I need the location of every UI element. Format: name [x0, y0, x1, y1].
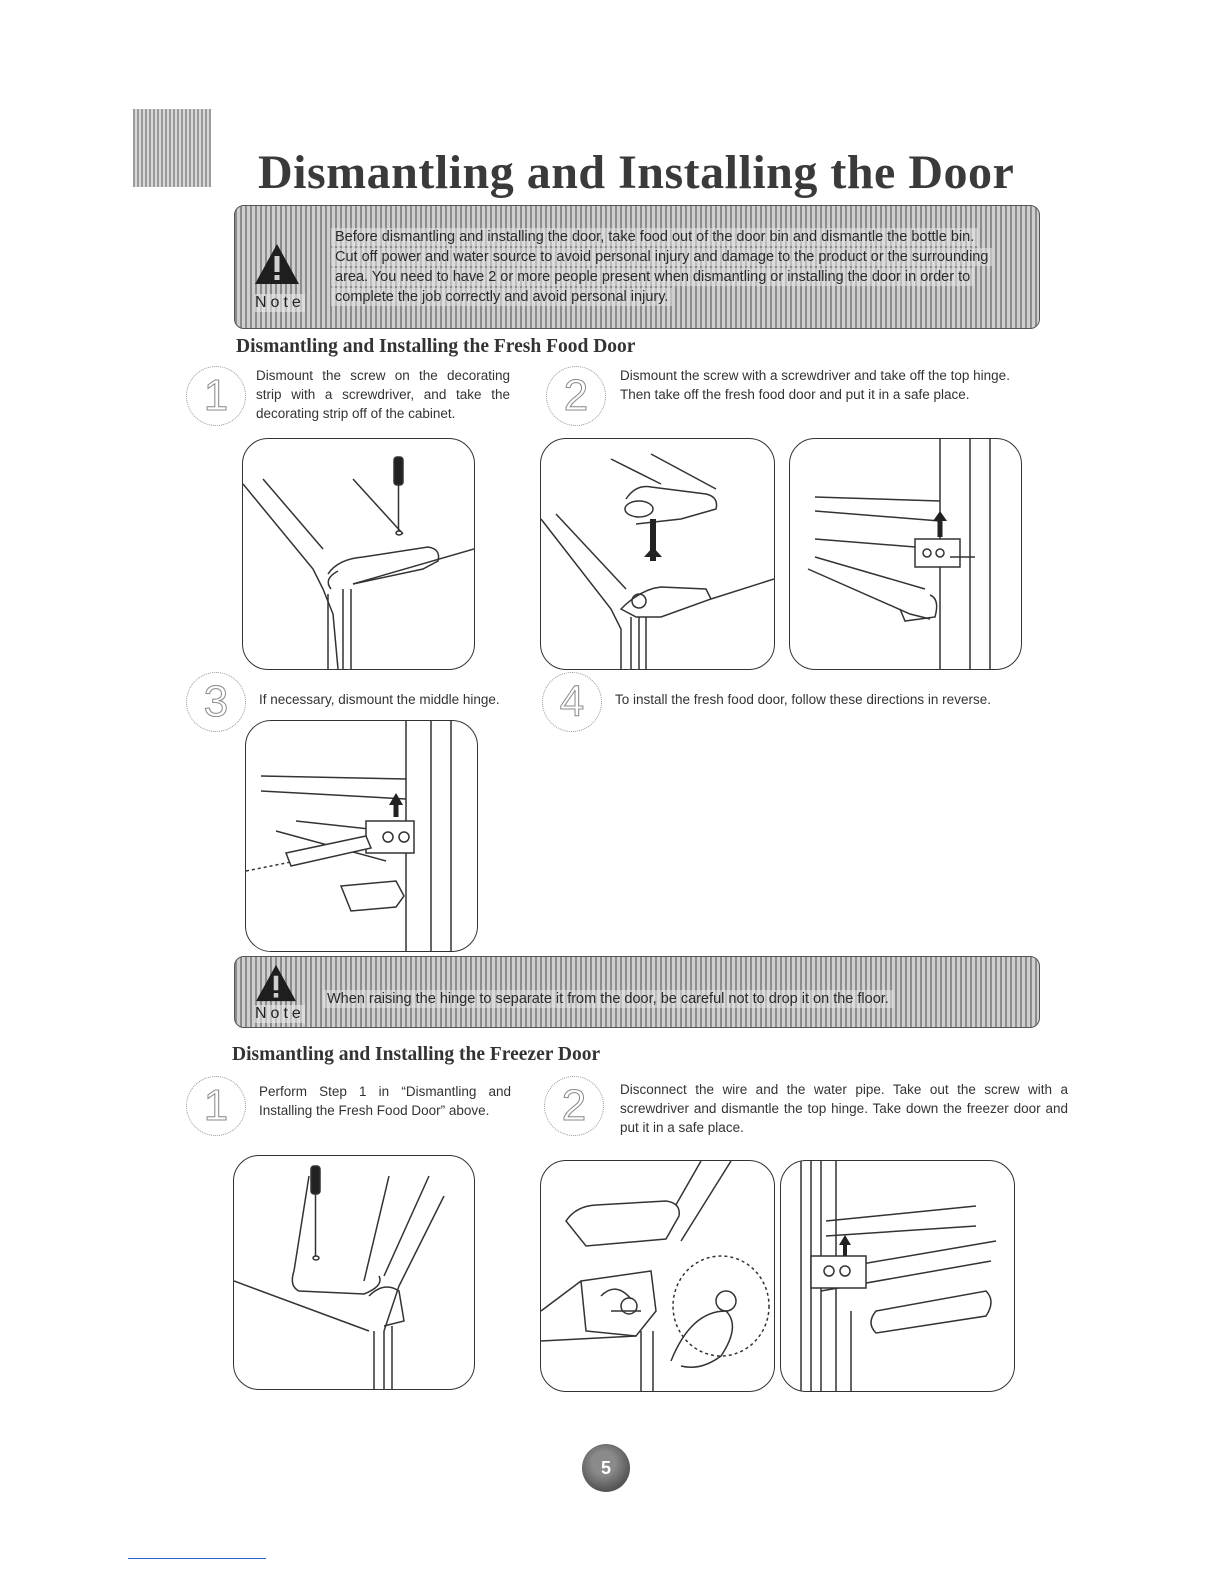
step-number: 1 — [186, 1076, 246, 1136]
note-box-top — [234, 205, 1040, 329]
step-text: If necessary, dismount the middle hinge. — [259, 692, 500, 707]
note-line: Cut off power and water source to avoid personal injury and damage to the product or the surrounding — [331, 248, 992, 266]
step-text: To install the fresh food door, follow these directions in reverse. — [615, 692, 991, 707]
note-box-middle — [234, 956, 1040, 1028]
illustration-hinge-closeup — [789, 438, 1022, 670]
page-number-badge: 5 — [582, 1444, 630, 1492]
title-decoration — [133, 109, 211, 187]
illustration-middle-hinge — [245, 720, 478, 952]
illustration-decorating-strip — [242, 438, 475, 670]
step-text: Perform Step 1 in “Dismantling and Installing the Fresh Food Door” above. — [259, 1084, 511, 1118]
page-title: Dismantling and Installing the Door — [258, 146, 1015, 199]
step-number: 3 — [186, 672, 246, 732]
note-label: Note — [255, 294, 305, 311]
step-number: 1 — [186, 366, 246, 426]
illustration-freezer-decorating-strip — [233, 1155, 475, 1390]
warning-icon — [253, 963, 299, 1003]
step-text: Dismount the screw with a screwdriver and take off the top hinge. Then take off the fresh food door and put it in a safe place. — [620, 368, 1010, 402]
illustration-freezer-hinge-closeup — [780, 1160, 1015, 1392]
illustration-top-hinge — [540, 438, 775, 670]
step-text: Dismount the screw on the decorating strip with a screwdriver, and take the decorating strip off of the cabinet. — [256, 368, 510, 421]
note-line: complete the job correctly and avoid personal injury. — [331, 288, 672, 306]
note-line: area. You need to have 2 or more people present when dismantling or installing the door in order to — [331, 268, 974, 286]
note-label: Note — [255, 1005, 305, 1022]
step-number: 2 — [546, 366, 606, 426]
section-heading-fresh-food: Dismantling and Installing the Fresh Food Door — [236, 336, 636, 357]
footer-rule — [128, 1558, 266, 1559]
step-number: 2 — [544, 1076, 604, 1136]
note-text: When raising the hinge to separate it from the door, be careful not to drop it on the floor. — [323, 990, 893, 1008]
warning-icon — [253, 242, 301, 286]
step-text: Disconnect the wire and the water pipe. Take out the screw with a screwdriver and dismantle the top hinge. Take down the freezer door and put it in a safe place. — [620, 1082, 1068, 1135]
step-number: 4 — [542, 672, 602, 732]
note-line: Before dismantling and installing the door, take food out of the door bin and dismantle the bottle bin. — [331, 228, 978, 246]
section-heading-freezer: Dismantling and Installing the Freezer Door — [232, 1044, 601, 1065]
illustration-freezer-wire-pipe — [540, 1160, 775, 1392]
